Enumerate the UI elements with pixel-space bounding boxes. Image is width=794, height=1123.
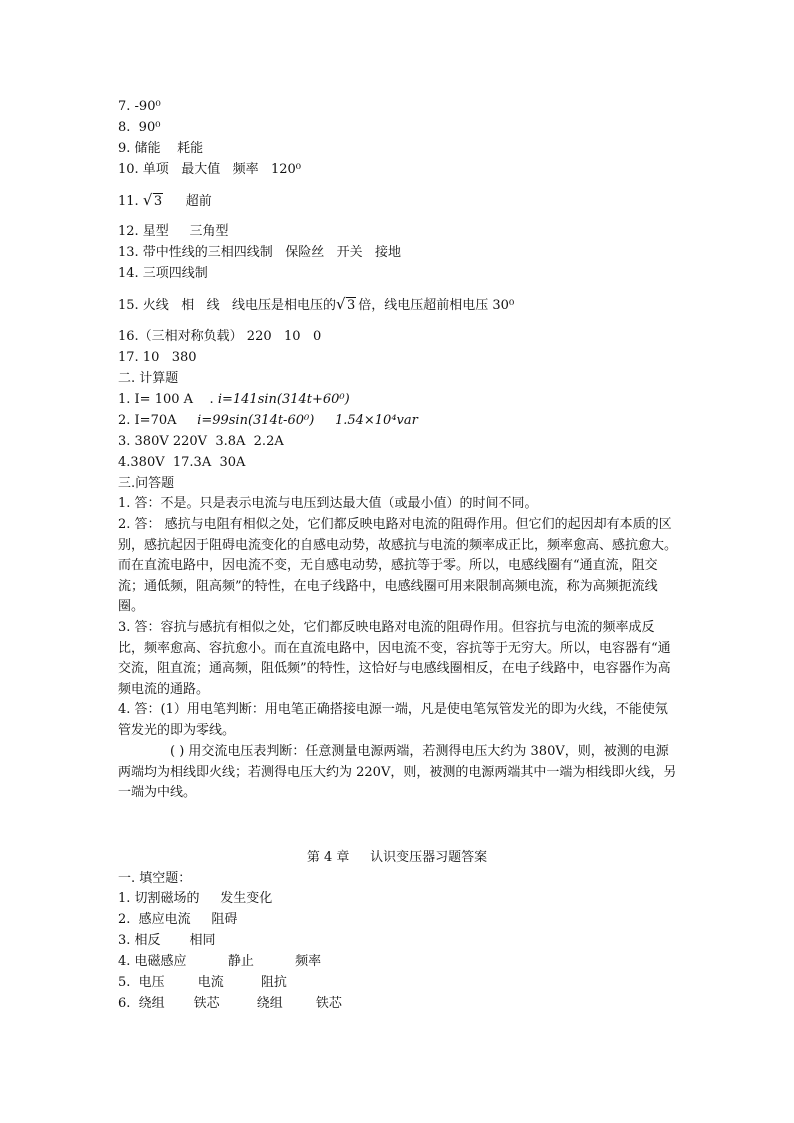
section-heading-fill: 一. 填空题：: [118, 871, 192, 886]
qa-answer-4-part-2: ( ) 用交流电压表判断：任意测量电源两端，若测得电压大约为 380V，则，被测的电源两端均为相线即火线；若测得电压大约为 220V，则，被测的电源两端其中一端为相线即火线，另一端为中线。: [118, 744, 677, 800]
calc-answer-3: 3. 380V 220V 3.8A 2.2A: [118, 434, 284, 449]
answer-line-7: 7. -90⁰: [118, 99, 161, 114]
calc-answer-4: 4.380V 17.3A 30A: [118, 455, 246, 470]
ch4-answer-3: 3. 相反 相同: [118, 933, 216, 948]
calc-answer-2: 2. I=70A i=99sin(314t-60⁰) 1.54×10⁴var: [118, 413, 418, 428]
section-heading-calc: 二. 计算题: [118, 371, 179, 386]
qa-answer-4-part-1: 4. 答：(1）用电笔判断：用电笔正确搭接电源一端，凡是使电笔氖管发光的即为火线，不能使氖管发光的即为零线。: [118, 702, 668, 738]
sqrt-symbol: √ 3: [338, 296, 356, 316]
answer-line-16: 16.（三相对称负载） 220 10 0: [118, 329, 322, 344]
answer-line-13: 13. 带中性线的三相四线制 保险丝 开关 接地: [118, 245, 401, 260]
answer-line-9: 9. 储能 耗能: [118, 141, 204, 156]
sqrt-symbol: √ 3: [145, 192, 163, 212]
answer-line-10: 10. 单项 最大值 频率 120⁰: [118, 162, 302, 177]
ch4-answer-4: 4. 电磁感应 静止 频率: [118, 954, 322, 969]
calc-answer-1: 1. I= 100 A . i=141sin(314t+60⁰): [118, 392, 350, 407]
answer-line-12: 12. 星型 三角型: [118, 224, 229, 239]
qa-answer-3: 3. 答：容抗与感抗有相似之处，它们都反映电路对电流的阻碍作用。但容抗与电流的频率成反比，频率愈高、容抗愈小。而在直流电路中，因电流不变，容抗等于无穷大。所以，电容器有“通交流，阻直流；通高频，阻低频”的特性，这恰好与电感线圈相反，在电子线路中，电容器作为高频电流的通路。: [118, 620, 671, 697]
ch4-answer-2: 2. 感应电流 阻碍: [118, 912, 238, 927]
item-text: 超前: [185, 194, 212, 209]
item-number: 11.: [118, 194, 139, 209]
qa-answer-1: 1. 答：不是。只是表示电流与电压到达最大值（或最小值）的时间不同。: [118, 496, 538, 511]
chapter-title: 第 4 章 认识变压器习题答案: [306, 850, 488, 865]
answer-line-15: 15. 火线 相 线 线电压是相电压的√ 3 倍，线电压超前相电压 30⁰: [118, 296, 514, 316]
ch4-answer-6: 6. 绕组 铁芯 绕组 铁芯: [118, 996, 342, 1011]
section-heading-qa: 三.问答题: [118, 476, 175, 491]
ch4-answer-5: 5. 电压 电流 阻抗: [118, 975, 287, 990]
answer-line-8: 8. 90⁰: [118, 120, 161, 135]
answer-line-11: [118, 192, 212, 212]
answer-line-14: 14. 三项四线制: [118, 266, 208, 281]
answer-line-17: 17. 10 380: [118, 350, 197, 365]
ch4-answer-1: 1. 切割磁场的 发生变化: [118, 891, 273, 906]
qa-answer-2: 2. 答： 感抗与电阻有相似之处，它们都反映电路对电流的阻碍作用。但它们的起因却有本质的区别，感抗起因于阻碍电流变化的自感电动势，故感抗与电流的频率成正比，频率愈高、感抗愈大。而在直流电路中，因电流不变，无自感电动势，感抗等于零。所以，电感线圈有“通直流，阻交流；通低频，阻高频”的特性，在电子线路中，电感线圈可用来限制高频电流，称为高频扼流线圈。: [118, 517, 678, 614]
